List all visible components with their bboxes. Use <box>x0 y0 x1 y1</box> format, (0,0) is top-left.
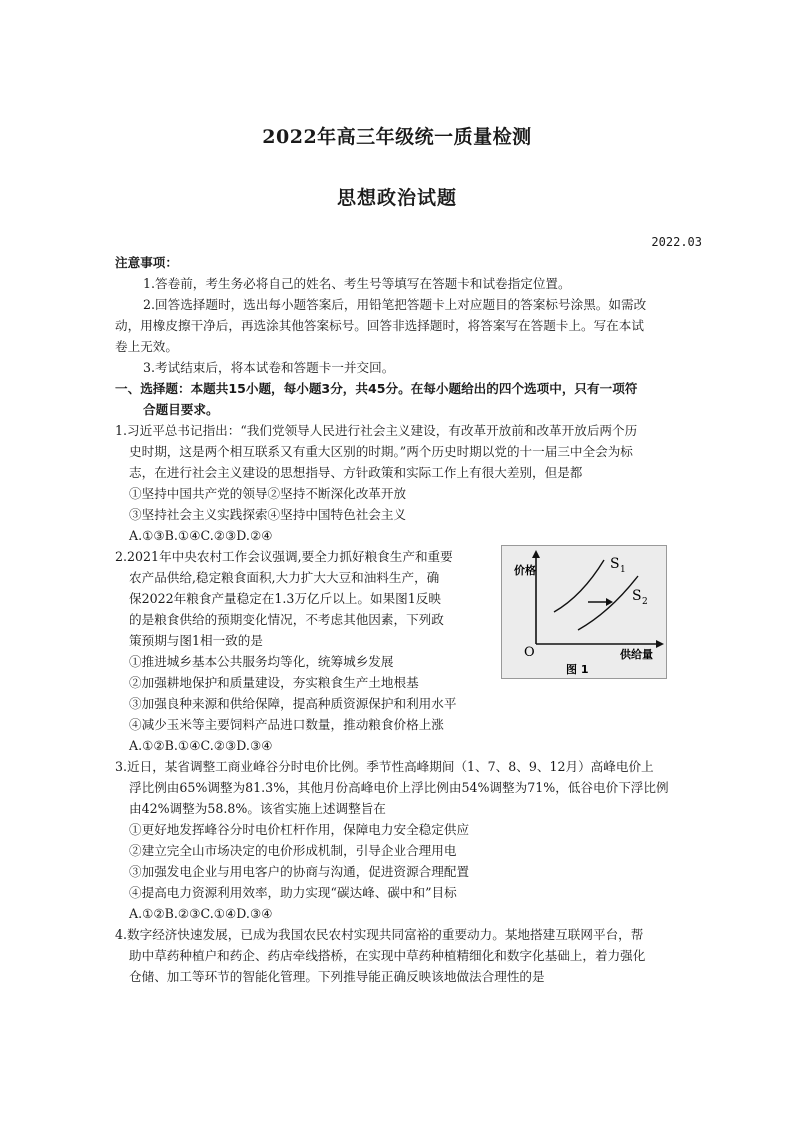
q3-stem-line-2: 浮比例由65%调整为81.3%，其他月份高峰电价上浮比例由54%调整为71%，低谷电价下浮比例 <box>129 780 669 795</box>
exam-title: 2022年高三年级统一质量检测 <box>262 126 532 148</box>
q3-option-1: ①更好地发挥峰谷分时电价杠杆作用，保障电力安全稳定供应 <box>129 822 470 837</box>
notice-item-2-line-2: 动，用橡皮擦干净后，再选涂其他答案标号。回答非选择题时，将答案写在答题卡上。写在本试 <box>115 318 644 333</box>
q3-answers: A.①②B.②③C.①④D.③④ <box>129 906 273 921</box>
q2-answers: A.①②B.①④C.②③D.③④ <box>129 738 273 753</box>
q3-option-4: ④提高电力资源利用效率，助力实现“碳达峰、碳中和”目标 <box>129 885 457 900</box>
q3-option-3: ③加强发电企业与用电客户的协商与沟通，促进资源合理配置 <box>129 864 470 879</box>
q2-option-2: ②加强耕地保护和质量建设，夯实粮食生产土地根基 <box>129 675 419 690</box>
section-heading-line-2: 合题目要求。 <box>143 402 219 417</box>
q4-stem-line-3: 仓储、加工等环节的智能化管理。下列推导能正确反映该地做法合理性的是 <box>129 969 545 984</box>
x-axis-arrow <box>656 640 664 648</box>
exam-date: 2022.03 <box>651 235 702 249</box>
q4-stem-line-1: 4.数字经济快速发展，已成为我国农民农村实现共同富裕的重要动力。某地搭建互联网平台，帮 <box>115 927 644 942</box>
y-axis-arrow <box>532 550 540 558</box>
s2-label: S <box>632 588 642 604</box>
q3-option-2: ②建立完全山市场决定的电价形成机制，引导企业合理用电 <box>129 843 457 858</box>
s2-subscript: 2 <box>642 597 648 607</box>
notice-heading: 注意事项： <box>115 255 178 270</box>
notice-item-2-line-1: 2.回答选择题时，选出每小题答案后，用铅笔把答题卡上对应题目的答案标号涂黑。如需改 <box>143 297 647 312</box>
s1-subscript: 1 <box>620 565 626 575</box>
supply-curve-diagram <box>502 546 666 678</box>
q2-stem-line-2: 农产品供给,稳定粮食面积,大力扩大大豆和油料生产，确 <box>129 570 440 585</box>
q2-stem-line-1: 2.2021年中央农村工作会议强调,要全力抓好粮食生产和重要 <box>115 549 453 564</box>
q2-option-1: ①推进城乡基本公共服务均等化，统筹城乡发展 <box>129 654 394 669</box>
q3-stem-line-1: 3.近日，某省调整工商业峰谷分时电价比例。季节性高峰期间（1、7、8、9、12月）高峰电价上 <box>115 759 654 774</box>
s1-label: S <box>610 556 620 572</box>
section-heading-line-1: 一、选择题：本题共15小题，每小题3分，共45分。在每小题给出的四个选项中，只有一项符 <box>115 381 638 396</box>
y-axis-label: 价格 <box>514 564 536 577</box>
q1-option-1: ①坚持中国共产党的领导②坚持不断深化改革开放 <box>129 486 407 501</box>
q1-stem-line-2: 史时期，这是两个相互联系又有重大区别的时期。”两个历史时期以党的十一届三中全会为标 <box>129 444 633 459</box>
q2-option-3: ③加强良种来源和供给保障，提高种质资源保护和利用水平 <box>129 696 457 711</box>
q1-stem-line-3: 志，在进行社会主义建设的思想指导、方针政策和实际工作上有很大差别，但是都 <box>129 465 583 480</box>
q4-stem-line-2: 助中草药种植户和药企、药店牵线搭桥，在实现中草药种植精细化和数字化基础上，着力强化 <box>129 948 646 963</box>
x-axis-label: 供给量 <box>620 648 653 661</box>
supply-curve-figure <box>501 545 667 679</box>
q2-option-4: ④减少玉米等主要饲料产品进口数量，推动粮食价格上涨 <box>129 717 444 732</box>
q1-stem-line-1: 1.习近平总书记指出：“我们党领导人民进行社会主义建设，有改革开放前和改革开放后两个历 <box>115 423 638 438</box>
exam-body <box>115 252 705 987</box>
q3-stem-line-3: 由42%调整为58.8%。该省实施上述调整旨在 <box>129 801 386 816</box>
q2-stem-line-4: 的是粮食供给的预期变化情况，不考虑其他因素，下列政 <box>129 612 444 627</box>
exam-subject: 思想政治试题 <box>336 187 457 209</box>
notice-item-1: 1.答卷前，考生务必将自己的姓名、考生号等填写在答题卡和试卷指定位置。 <box>143 276 571 291</box>
q2-stem-line-3: 保2022年粮食产量稳定在1.3万亿斤以上。如果图1反映 <box>129 591 441 606</box>
notice-item-3: 3.考试结束后，将本试卷和答题卡一并交回。 <box>143 360 395 375</box>
figure-caption: 图 1 <box>566 663 589 676</box>
q1-option-2: ③坚持社会主义实践探索④坚持中国特色社会主义 <box>129 507 407 522</box>
curve-s1 <box>554 560 604 612</box>
q2-stem-line-5: 策预期与图1相一致的是 <box>129 633 263 648</box>
origin-label: O <box>524 645 535 660</box>
notice-item-2-line-3: 卷上无效。 <box>115 339 178 354</box>
q1-answers: A.①③B.①④C.②③D.②④ <box>129 528 273 543</box>
